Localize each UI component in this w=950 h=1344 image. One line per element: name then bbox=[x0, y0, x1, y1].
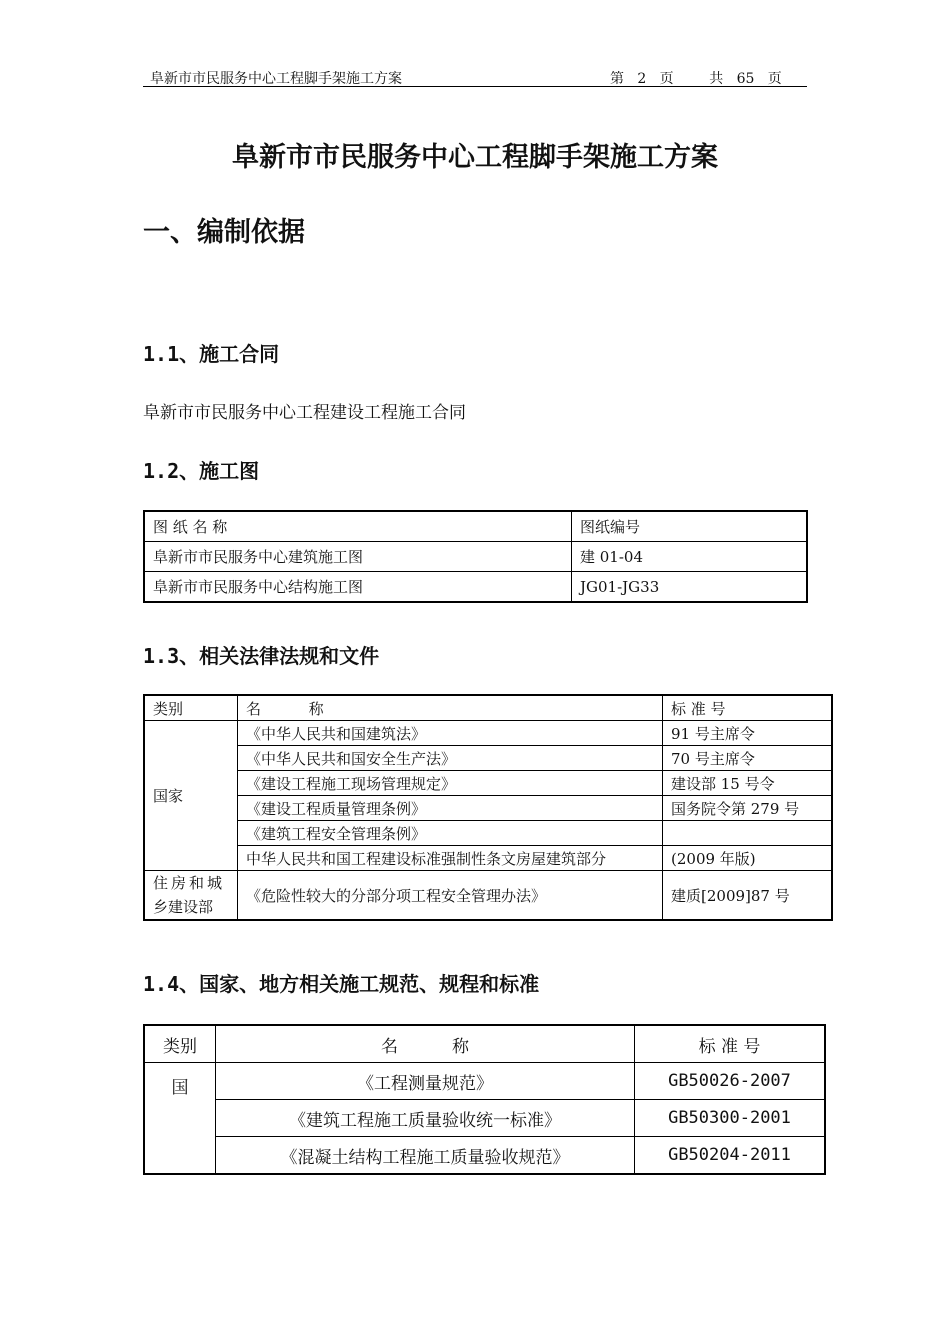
header-cell: 图 纸 名 称 bbox=[144, 511, 572, 542]
header-cell: 标 准 号 bbox=[663, 695, 833, 721]
heading-number: 1.1、 bbox=[143, 342, 200, 366]
table-cell: 阜新市市民服务中心结构施工图 bbox=[144, 572, 572, 603]
table-row bbox=[144, 871, 832, 921]
table-row bbox=[144, 721, 832, 746]
category-cell: 国 bbox=[144, 1063, 216, 1175]
table-row bbox=[144, 796, 832, 821]
heading-text: 相关法律法规和文件 bbox=[199, 644, 380, 668]
total-pages: 65 bbox=[736, 71, 755, 87]
heading-1-1 bbox=[143, 338, 279, 367]
table-cell: 《建设工程质量管理条例》 bbox=[238, 796, 663, 821]
running-header-title: 阜新市市民服务中心工程脚手架施工方案 bbox=[150, 71, 402, 87]
heading-1-2 bbox=[143, 455, 259, 484]
table-row bbox=[144, 1063, 825, 1100]
header-rule bbox=[143, 86, 807, 87]
section-heading-1: 一、编制依据 bbox=[143, 217, 305, 248]
total-label-post: 页 bbox=[767, 71, 782, 87]
table-cell: JG01-JG33 bbox=[572, 572, 808, 603]
table-row bbox=[144, 1137, 825, 1175]
heading-text: 施工图 bbox=[199, 459, 260, 483]
heading-number: 1.4、 bbox=[143, 972, 200, 996]
heading-number: 1.3、 bbox=[143, 644, 200, 668]
header-cell: 名 称 bbox=[216, 1025, 635, 1063]
page-counter bbox=[610, 68, 782, 88]
table-cell: 《建筑工程安全管理条例》 bbox=[238, 821, 663, 846]
heading-1-3 bbox=[143, 640, 379, 669]
table-cell: GB50204-2011 bbox=[635, 1137, 826, 1175]
heading-text: 国家、地方相关施工规范、规程和标准 bbox=[199, 972, 540, 996]
table-row bbox=[144, 1100, 825, 1137]
header-cell: 名 称 bbox=[238, 695, 663, 721]
table-cell: 建 01-04 bbox=[572, 542, 808, 572]
table-cell: 中华人民共和国工程建设标准强制性条文房屋建筑部分 bbox=[238, 846, 663, 871]
table-header-row bbox=[144, 511, 807, 542]
table-header-row bbox=[144, 1025, 825, 1063]
table-row bbox=[144, 846, 832, 871]
heading-1-4 bbox=[143, 968, 539, 997]
table-cell: 阜新市市民服务中心建筑施工图 bbox=[144, 542, 572, 572]
table-cell: 《危险性较大的分部分项工程安全管理办法》 bbox=[238, 871, 663, 921]
page-label-post: 页 bbox=[659, 71, 674, 87]
table-cell: 《中华人民共和国安全生产法》 bbox=[238, 746, 663, 771]
drawings-table bbox=[143, 510, 808, 603]
table-cell: 《工程测量规范》 bbox=[216, 1063, 635, 1100]
header-cell: 类别 bbox=[144, 695, 238, 721]
heading-number: 1.2、 bbox=[143, 459, 200, 483]
table-header-row bbox=[144, 695, 832, 721]
standards-table bbox=[143, 1024, 826, 1175]
table-row bbox=[144, 572, 807, 603]
table-cell: 70 号主席令 bbox=[663, 746, 833, 771]
table-row bbox=[144, 746, 832, 771]
laws-table bbox=[143, 694, 833, 921]
table-cell: 《建筑工程施工质量验收统一标准》 bbox=[216, 1100, 635, 1137]
page-number: 2 bbox=[637, 71, 647, 87]
document-title: 阜新市市民服务中心工程脚手架施工方案 bbox=[232, 142, 718, 173]
contract-paragraph: 阜新市市民服务中心工程建设工程施工合同 bbox=[143, 403, 466, 423]
table-cell bbox=[663, 821, 833, 846]
heading-text: 施工合同 bbox=[199, 342, 280, 366]
category-line: 乡建设部 bbox=[153, 898, 214, 916]
total-label-pre: 共 bbox=[709, 71, 724, 87]
page-label-pre: 第 bbox=[610, 71, 624, 87]
table-cell: 91 号主席令 bbox=[663, 721, 833, 746]
header-cell: 图纸编号 bbox=[572, 511, 808, 542]
table-cell: 建质[2009]87 号 bbox=[663, 871, 833, 921]
table-cell: 《混凝土结构工程施工质量验收规范》 bbox=[216, 1137, 635, 1175]
header-cell: 标 准 号 bbox=[635, 1025, 826, 1063]
table-row bbox=[144, 542, 807, 572]
table-row bbox=[144, 771, 832, 796]
table-cell: GB50300-2001 bbox=[635, 1100, 826, 1137]
table-cell: 《建设工程施工现场管理规定》 bbox=[238, 771, 663, 796]
table-cell: GB50026-2007 bbox=[635, 1063, 826, 1100]
table-row bbox=[144, 821, 832, 846]
table-cell: 国务院令第 279 号 bbox=[663, 796, 833, 821]
category-line: 住房和城 bbox=[153, 874, 226, 892]
category-cell bbox=[144, 871, 238, 921]
table-cell: 建设部 15 号令 bbox=[663, 771, 833, 796]
category-cell: 国家 bbox=[144, 721, 238, 871]
table-cell: 《中华人民共和国建筑法》 bbox=[238, 721, 663, 746]
header-cell: 类别 bbox=[144, 1025, 216, 1063]
table-cell: (2009 年版) bbox=[663, 846, 833, 871]
